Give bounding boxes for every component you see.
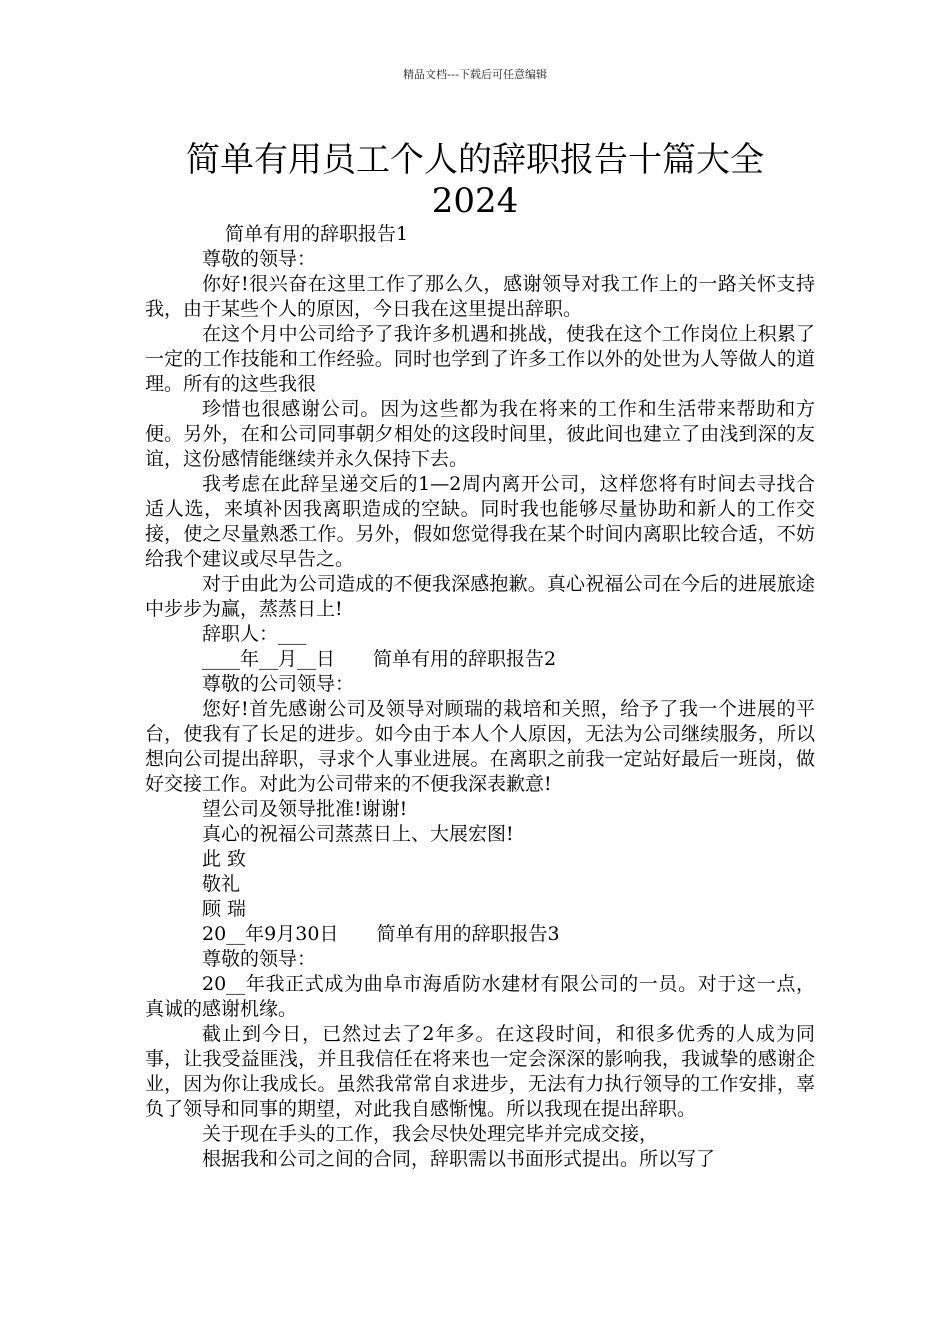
body-paragraph: 真心的祝福公司蒸蒸日上、大展宏图! [202, 823, 514, 845]
salutation: 尊敬的领导： [202, 948, 317, 970]
body-paragraph: 关于现在手头的工作，我会尽快处理完毕并完成交接， [202, 1123, 659, 1145]
signature-name: 顾 瑞 [202, 898, 247, 920]
date-and-section-heading: ____年__月__日 简单有用的辞职报告2 [202, 648, 557, 670]
body-paragraph: 您好!首先感谢公司及领导对顾瑞的栽培和关照，给予了我一个进展的平台，使我有了长足的进步。如今由于本人个人原因，无法为公司继续服务，所以想向公司提出辞职，寻求个人事业进展。在离职之前我一定站好最后一班岗，做好交接工作。对此为公司带来的不便我深表歉意! [145, 698, 815, 795]
body-paragraph: 我考虑在此辞呈递交后的1—2周内离开公司，这样您将有时间去寻找合适人选，来填补因我离职造成的空缺。同时我也能够尽量协助和新人的工作交接，使之尽量熟悉工作。另外，假如您觉得我在某个时间内离职比较合适，不妨给我个建议或尽早告之。 [145, 473, 815, 570]
body-paragraph: 20__年我正式成为曲阜市海盾防水建材有限公司的一员。对于这一点，真诚的感谢机缘。 [145, 973, 815, 1020]
section-heading: 简单有用的辞职报告1 [225, 223, 409, 245]
body-paragraph: 对于由此为公司造成的不便我深感抱歉。真心祝福公司在今后的进展旅途中步步为赢，蒸蒸日上! [145, 573, 815, 620]
body-paragraph: 望公司及领导批准!谢谢! [202, 798, 408, 820]
body-paragraph: 截止到今日，已然过去了2年多。在这段时间，和很多优秀的人成为同事，让我受益匪浅，并且我信任在将来也一定会深深的影响我，我诚挚的感谢企业，因为你让我成长。虽然我常常自求进步，无法有力执行领导的工作安排，辜负了领导和同事的期望，对此我自感惭愧。所以我现在提出辞职。 [145, 1023, 815, 1120]
body-paragraph: 根据我和公司之间的合同，辞职需以书面形式提出。所以写了 [202, 1148, 716, 1170]
body-paragraph: 你好!很兴奋在这里工作了那么久，感谢领导对我工作上的一路关怀支持我，由于某些个人的原因，今日我在这里提出辞职。 [145, 273, 815, 320]
page-header-note: 精品文档---下载后可任意编辑 [403, 68, 547, 81]
document-title-year: 2024 [431, 181, 519, 221]
salutation: 尊敬的公司领导： [202, 673, 355, 695]
document-title: 简单有用员工个人的辞职报告十篇大全 [186, 140, 764, 180]
salutation: 尊敬的领导： [202, 248, 317, 270]
signature-line: 辞职人：___ [202, 623, 307, 645]
body-paragraph: 珍惜也很感谢公司。因为这些都为我在将来的工作和生活带来帮助和方便。另外，在和公司同事朝夕相处的这段时间里，彼此间也建立了由浅到深的友谊，这份感情能继续并永久保持下去。 [145, 398, 815, 470]
body-paragraph: 在这个月中公司给予了我许多机遇和挑战，使我在这个工作岗位上积累了一定的工作技能和工作经验。同时也学到了许多工作以外的处世为人等做人的道理。所有的这些我很 [145, 323, 815, 395]
closing-line: 敬礼 [202, 873, 241, 895]
date-and-section-heading: 20__年9月30日 简单有用的辞职报告3 [202, 923, 560, 945]
closing-line: 此 致 [202, 848, 247, 870]
document-body [145, 222, 815, 1172]
